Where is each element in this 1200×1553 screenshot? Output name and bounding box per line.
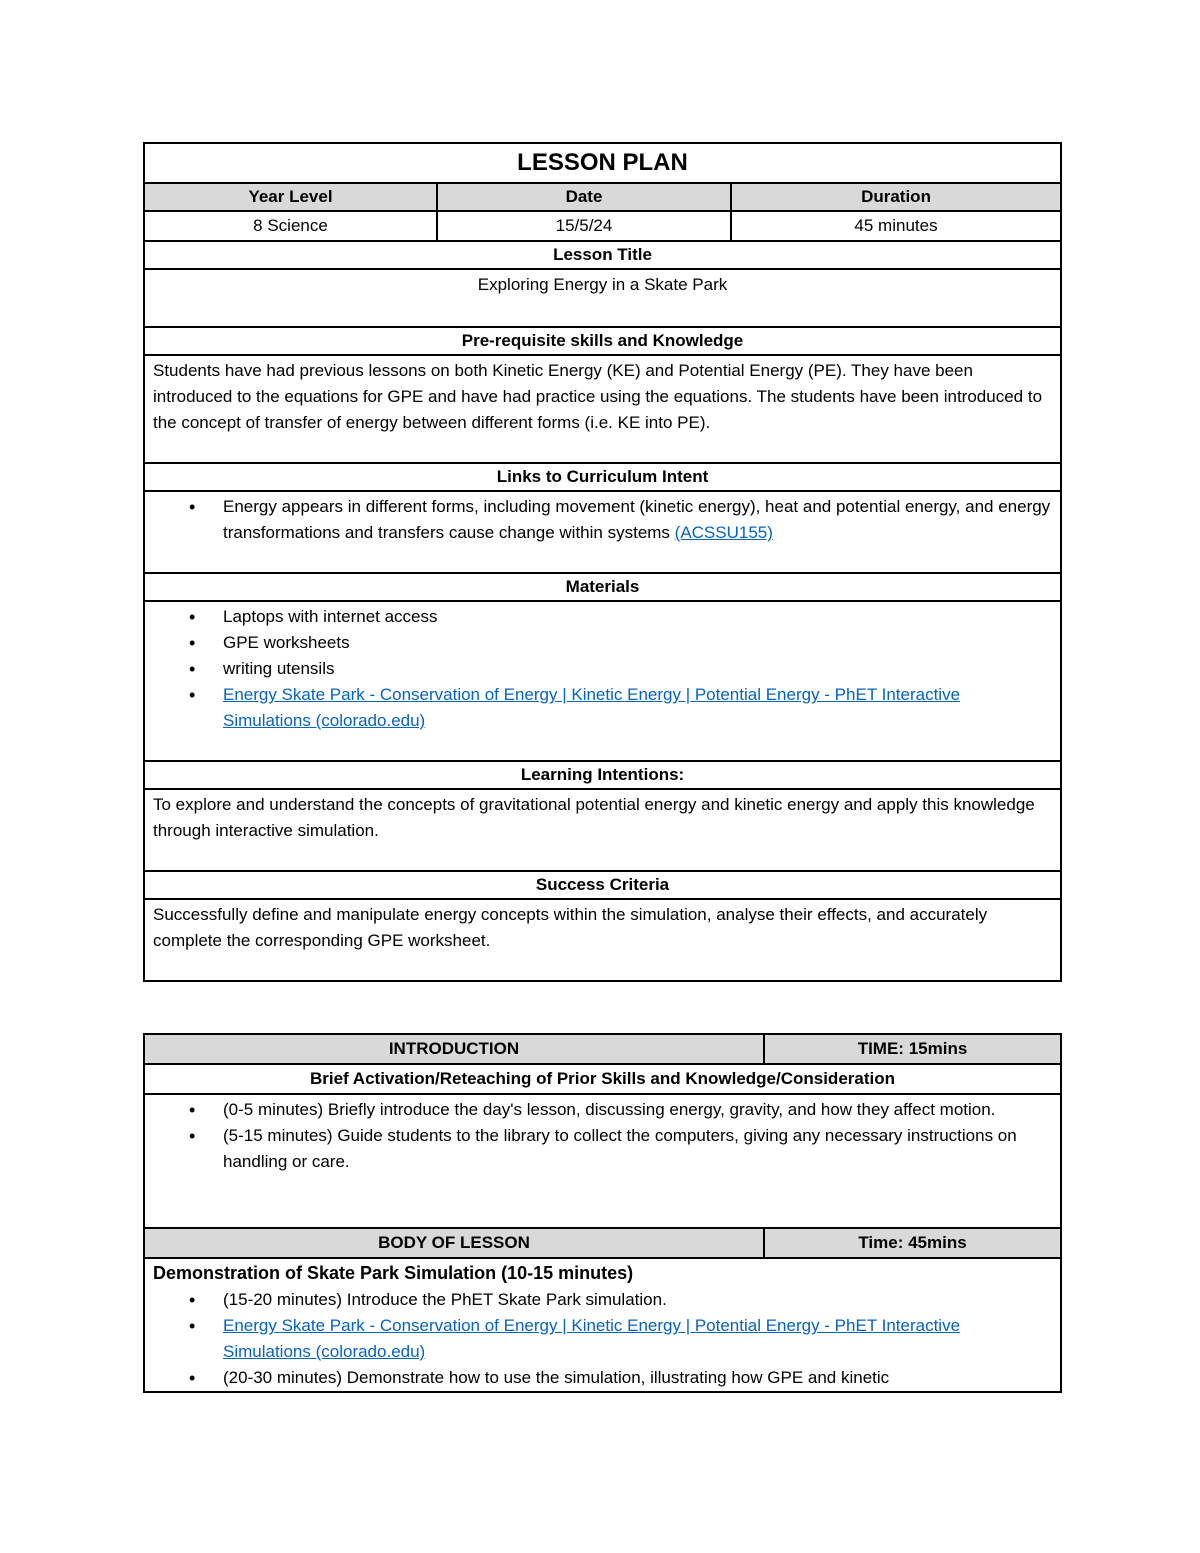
lesson-plan-title: LESSON PLAN	[144, 143, 1061, 183]
curriculum-label: Links to Curriculum Intent	[144, 463, 1061, 491]
date-header: Date	[437, 183, 731, 211]
introduction-time: TIME: 15mins	[764, 1034, 1061, 1064]
list-item	[223, 682, 1052, 734]
date-value: 15/5/24	[437, 211, 731, 241]
list-item	[223, 494, 1052, 546]
curriculum-list	[153, 494, 1052, 546]
year-level-header: Year Level	[144, 183, 437, 211]
year-level-value: 8 Science	[144, 211, 437, 241]
curriculum-text: Energy appears in different forms, including movement (kinetic energy), heat and potential energy, and energy transformations and transfers cause change within systems	[223, 497, 1051, 542]
list-item: • Laptops with internet access	[223, 604, 1052, 630]
lesson-sequence-table	[143, 1033, 1062, 1393]
success-criteria-label: Success Criteria	[144, 871, 1061, 899]
list-item: • (20-30 minutes) Demonstrate how to use the simulation, illustrating how GPE and kinetic	[223, 1365, 1052, 1391]
introduction-cell	[144, 1094, 1061, 1228]
energy-skate-park-link[interactable]: Energy Skate Park - Conservation of Energy | Kinetic Energy | Potential Energy - PhET Interactive Simulations (colorado.edu)	[223, 685, 961, 730]
prereq-text: Students have had previous lessons on both Kinetic Energy (KE) and Potential Energy (PE). They have been introduced to the equations for GPE and have had practice using the equations. The students have been introduced to the concept of transfer of energy between different forms (i.e. KE into PE).	[144, 355, 1061, 463]
introduction-list	[153, 1097, 1052, 1175]
materials-label: Materials	[144, 573, 1061, 601]
body-cell	[144, 1258, 1061, 1392]
duration-header: Duration	[731, 183, 1061, 211]
learning-intentions-label: Learning Intentions:	[144, 761, 1061, 789]
activation-label: Brief Activation/Reteaching of Prior Skills and Knowledge/Consideration	[144, 1064, 1061, 1094]
acssu155-link[interactable]: (ACSSU155)	[674, 523, 773, 542]
introduction-label: INTRODUCTION	[144, 1034, 764, 1064]
lesson-plan-table	[143, 142, 1062, 982]
list-item: • (5-15 minutes) Guide students to the library to collect the computers, giving any necessary instructions on handling or care.	[223, 1123, 1052, 1175]
list-item: • GPE worksheets	[223, 630, 1052, 656]
duration-value: 45 minutes	[731, 211, 1061, 241]
lesson-title-label: Lesson Title	[144, 241, 1061, 269]
list-item: • writing utensils	[223, 656, 1052, 682]
body-list	[153, 1287, 1052, 1391]
prereq-label: Pre-requisite skills and Knowledge	[144, 327, 1061, 355]
list-item: • (0-5 minutes) Briefly introduce the day's lesson, discussing energy, gravity, and how they affect motion.	[223, 1097, 1052, 1123]
lesson-title-value: Exploring Energy in a Skate Park	[144, 269, 1061, 327]
learning-intentions-text: To explore and understand the concepts of gravitational potential energy and kinetic energy and apply this knowledge through interactive simulation.	[144, 789, 1061, 871]
energy-skate-park-link[interactable]: Energy Skate Park - Conservation of Energy | Kinetic Energy | Potential Energy - PhET Interactive Simulations (colorado.edu)	[223, 1316, 961, 1361]
body-of-lesson-time: Time: 45mins	[764, 1228, 1061, 1258]
body-of-lesson-label: BODY OF LESSON	[144, 1228, 764, 1258]
list-item: • (15-20 minutes) Introduce the PhET Skate Park simulation.	[223, 1287, 1052, 1313]
curriculum-cell	[144, 491, 1061, 573]
success-criteria-text: Successfully define and manipulate energy concepts within the simulation, analyse their effects, and accurately complete the corresponding GPE worksheet.	[144, 899, 1061, 981]
list-item	[223, 1313, 1052, 1365]
materials-list	[153, 604, 1052, 734]
materials-cell	[144, 601, 1061, 761]
demonstration-label: Demonstration of Skate Park Simulation (10-15 minutes)	[153, 1263, 634, 1283]
